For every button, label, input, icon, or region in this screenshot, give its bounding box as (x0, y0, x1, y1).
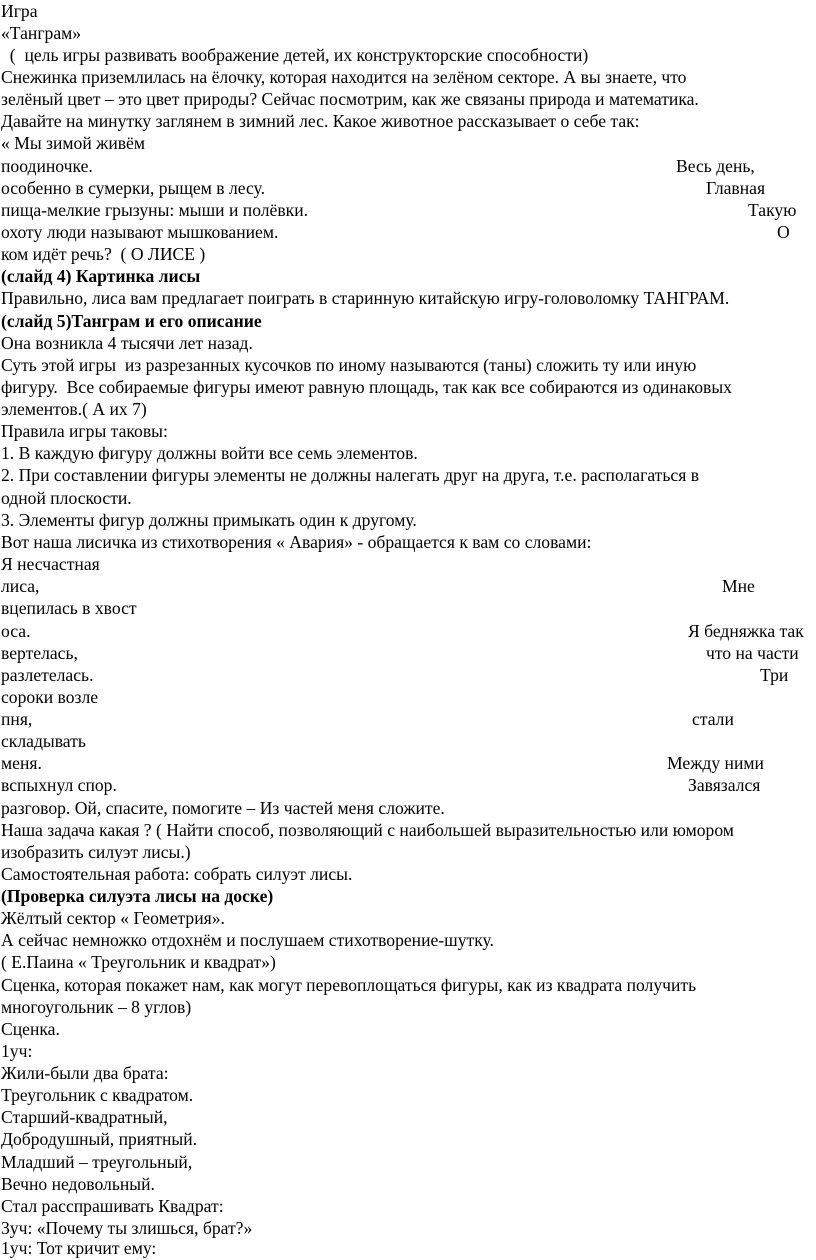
text-line: Давайте на минутку заглянем в зимний лес. Какое животное рассказывает о себе так: (1, 111, 640, 131)
text-line: Правильно, лиса вам предлагает поиграть в старинную китайскую игру-головоломку ТАНГРАМ. (1, 288, 730, 308)
text-line: А сейчас немножко отдохнём и послушаем стихотворение-шутку. (1, 930, 494, 950)
poem-line: пня, (1, 709, 33, 729)
text-line: « Мы зимой живём (1, 133, 145, 153)
text-fragment: стали (692, 709, 734, 729)
poem-line: оса. (1, 621, 31, 641)
poem-line: разлетелась. (1, 665, 94, 685)
poem-line: 3уч: «Почему ты злишься, брат?» (1, 1218, 253, 1238)
poem-line: Старший-квадратный, (1, 1107, 168, 1127)
text-line: Вот наша лисичка из стихотворения « Авария» - обращается к вам со словами: (1, 532, 592, 552)
text-fragment: Такую (748, 200, 797, 220)
text-line: изобразить силуэт лисы.) (1, 842, 191, 862)
section-heading: (слайд 4) Картинка лисы (1, 266, 201, 286)
poem-line: складывать (1, 731, 86, 751)
poem-line: вертелась, (1, 643, 78, 663)
rule-item: 1. В каждую фигуру должны войти все семь элементов. (1, 443, 418, 463)
section-heading: (Проверка силуэта лисы на доске) (1, 886, 274, 906)
text-line: охоту люди называют мышкованием. (1, 222, 279, 242)
text-line: зелёный цвет – это цвет природы? Сейчас посмотрим, как же связаны природа и математика. (1, 89, 699, 109)
poem-line: лиса, (1, 576, 40, 596)
text-line: ( цель игры развивать воображение детей, их конструкторские способности) (1, 45, 589, 65)
text-fragment: Мне (722, 576, 755, 596)
text-line: Игра (1, 1, 38, 21)
poem-line: Я несчастная (1, 554, 100, 574)
poem-line: Треугольник с квадратом. (1, 1085, 194, 1105)
text-fragment: Я бедняжка так (688, 621, 804, 641)
text-line: Наша задача какая ? ( Найти способ, позволяющий с наибольшей выразительностью или юмором (1, 820, 734, 840)
section-heading: (слайд 5)Танграм и его описание (1, 311, 262, 331)
poem-line: Жили-были два брата: (1, 1063, 169, 1083)
text-line: ( Е.Паина « Треугольник и квадрат») (1, 952, 276, 972)
text-line: Суть этой игры из разрезанных кусочков по иному называются (таны) сложить ту или иную (1, 355, 697, 375)
text-fragment: что на части (706, 643, 799, 663)
text-line: Сценка, которая покажет нам, как могут перевоплощаться фигуры, как из квадрата получить (1, 975, 697, 995)
text-line: Самостоятельная работа: собрать силуэт лисы. (1, 864, 353, 884)
text-fragment: Главная (706, 178, 766, 198)
poem-line: вспыхнул спор. (1, 775, 117, 795)
text-line: 1уч: (1, 1041, 33, 1061)
poem-line: Стал расспрашивать Квадрат: (1, 1196, 224, 1216)
rule-item: 3. Элементы фигур должны примыкать один к другому. (1, 510, 417, 530)
poem-line: разговор. Ой, спасите, помогите – Из частей меня сложите. (1, 798, 445, 818)
text-line: фигуру. Все собираемые фигуры имеют равную площадь, так как все собираются из одинаковых (1, 377, 732, 397)
poem-line: Младший – треугольный, (1, 1152, 193, 1172)
text-line: Жёлтый сектор « Геометрия». (1, 908, 225, 928)
text-fragment: Завязался (688, 775, 761, 795)
text-line: Снежинка приземлилась на ёлочку, которая находится на зелёном секторе. А вы знаете, что (1, 67, 687, 87)
text-line: ком идёт речь? ( О ЛИСЕ ) (1, 244, 206, 264)
rule-item: 2. При составлении фигуры элементы не должны налегать друг на друга, т.е. располагаться в (1, 465, 700, 485)
text-line: Правила игры таковы: (1, 421, 168, 441)
poem-line: меня. (1, 753, 42, 773)
text-line: Сценка. (1, 1019, 60, 1039)
poem-line: вцепилась в хвост (1, 598, 137, 618)
text-line: «Танграм» (1, 23, 82, 43)
text-fragment: Три (760, 665, 789, 685)
text-fragment: Между ними (667, 753, 764, 773)
text-line: элементов.( А их 7) (1, 399, 147, 419)
text-fragment: О (777, 222, 790, 242)
text-fragment: Весь день, (676, 156, 755, 176)
text-line: многоугольник – 8 углов) (1, 997, 192, 1017)
poem-line: сороки возле (1, 687, 99, 707)
poem-line: Вечно недовольный. (1, 1174, 155, 1194)
text-line: особенно в сумерки, рыщем в лесу. (1, 178, 265, 198)
text-line: одной плоскости. (1, 488, 132, 508)
poem-line: Добродушный, приятный. (1, 1129, 198, 1149)
text-line: пища-мелкие грызуны: мыши и полёвки. (1, 200, 309, 220)
poem-line: 1уч: Тот кричит ему: (1, 1238, 157, 1258)
text-line: Она возникла 4 тысячи лет назад. (1, 333, 253, 353)
text-line: поодиночке. (1, 156, 93, 176)
